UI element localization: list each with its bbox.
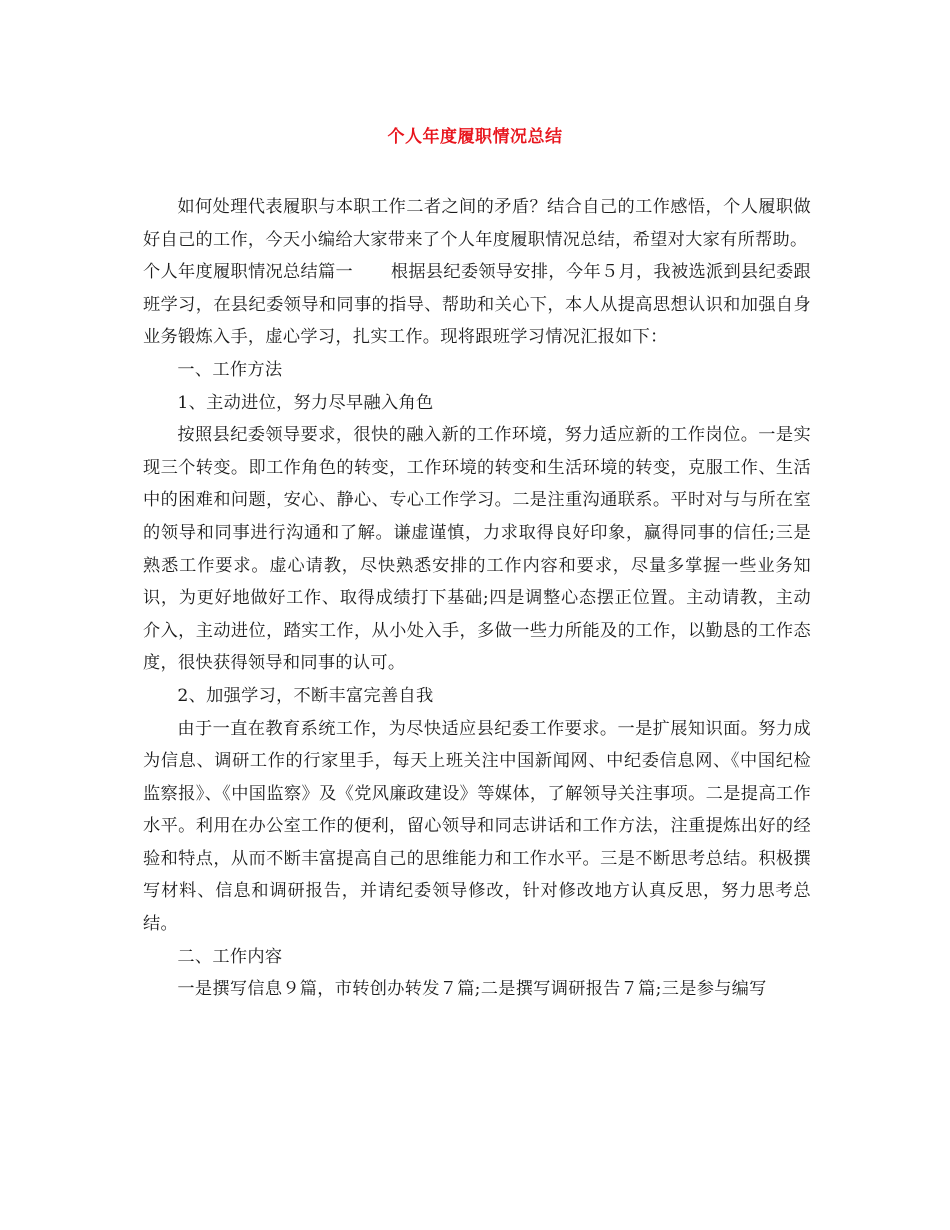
document-body [143,191,811,1006]
section-heading: 个人年度履职情况总结篇一 [143,262,354,283]
subheading-proactive: 1、主动进位，努力尽早融入角色 [177,392,434,413]
heading-work-content: 二、工作内容 [177,946,283,967]
document-title: 个人年度履职情况总结 [387,127,563,147]
section-first-paragraph-block [143,256,811,354]
section-first-paragraph: 根据县纪委领导安排，今年５月，我被选派到县纪委跟班学习，在县纪委领导和同事的指导、帮助和关心下，本人从提高思想认识和加强自身业务锻炼入手，虚心学习，扎实工作。现将跟班学习情况汇报如下： [143,262,811,348]
paragraph-work-content: 一是撰写信息９篇，市转创办转发７篇;二是撰写调研报告７篇;三是参与编写 [177,979,767,1000]
subheading-learning: 2、加强学习，不断丰富完善自我 [177,685,434,706]
paragraph-learning: 由于一直在教育系统工作，为尽快适应县纪委工作要求。一是扩展知识面。努力成为信息、调研工作的行家里手，每天上班关注中国新闻网、中纪委信息网、《中国纪检监察报》、《中国监察》及《党风廉政建设》等媒体，了解领导关注事项。二是提高工作水平。利用在办公室工作的便利，留心领导和同志讲话和工作方法，注重提炼出好的经验和特点，从而不断丰富提高自己的思维能力和工作水平。三是不断思考总结。积极撰写材料、信息和调研报告，并请纪委领导修改，针对修改地方认真反思，努力思考总结。 [143,718,811,935]
intro-paragraph: 如何处理代表履职与本职工作二者之间的矛盾？结合自己的工作感悟，个人履职做好自己的工作，今天小编给大家带来了个人年度履职情况总结，希望对大家有所帮助。 [143,197,811,250]
paragraph-proactive: 按照县纪委领导要求，很快的融入新的工作环境，努力适应新的工作岗位。一是实现三个转变。即工作角色的转变，工作环境的转变和生活环境的转变，克服工作、生活中的困难和问题，安心、静心、专心工作学习。二是注重沟通联系。平时对与与所在室的领导和同事进行沟通和了解。谦虚谨慎，力求取得良好印象，赢得同事的信任;三是熟悉工作要求。虚心请教，尽快熟悉安排的工作内容和要求，尽量多掌握一些业务知识，为更好地做好工作、取得成绩打下基础;四是调整心态摆正位置。主动请教，主动介入，主动进位，踏实工作，从小处入手，多做一些力所能及的工作，以勤恳的工作态度，很快获得领导和同事的认可。 [143,425,811,674]
heading-work-methods: 一、工作方法 [177,359,283,380]
